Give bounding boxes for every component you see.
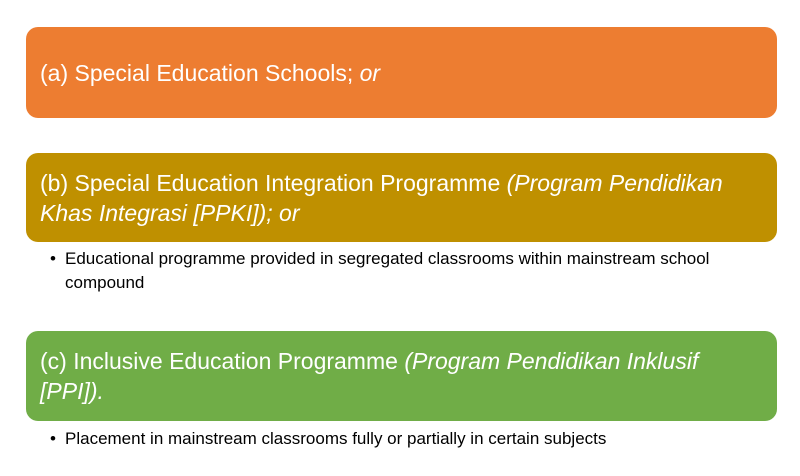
option-a-label-italic: or	[359, 59, 381, 86]
option-c-label-italic: (Program Pendidikan Inklusif [PPI]).	[40, 348, 699, 404]
option-b-bullet-text: Educational programme provided in segregated classrooms within mainstream school compound	[65, 249, 710, 292]
option-b-label-italic: (Program Pendidikan Khas Integrasi [PPKI]); or	[40, 169, 723, 226]
option-c-text	[40, 346, 763, 406]
option-c-label: (c) Inclusive Education Programme	[40, 348, 405, 374]
option-c-bullet	[50, 427, 770, 451]
option-b-label: (b) Special Education Integration Programme	[40, 169, 507, 196]
option-c-band	[26, 331, 777, 421]
option-c-bullet-text: Placement in mainstream classrooms fully or partially in certain subjects	[65, 429, 607, 448]
option-b-text	[40, 168, 763, 228]
bullet-dot-icon: •	[50, 249, 56, 268]
option-a-label: (a) Special Education Schools;	[40, 59, 360, 86]
option-b-band	[26, 153, 777, 242]
bullet-dot-icon: •	[50, 429, 56, 448]
option-b-bullet	[50, 247, 770, 295]
option-a-band	[26, 27, 777, 118]
option-a-text	[40, 58, 380, 88]
